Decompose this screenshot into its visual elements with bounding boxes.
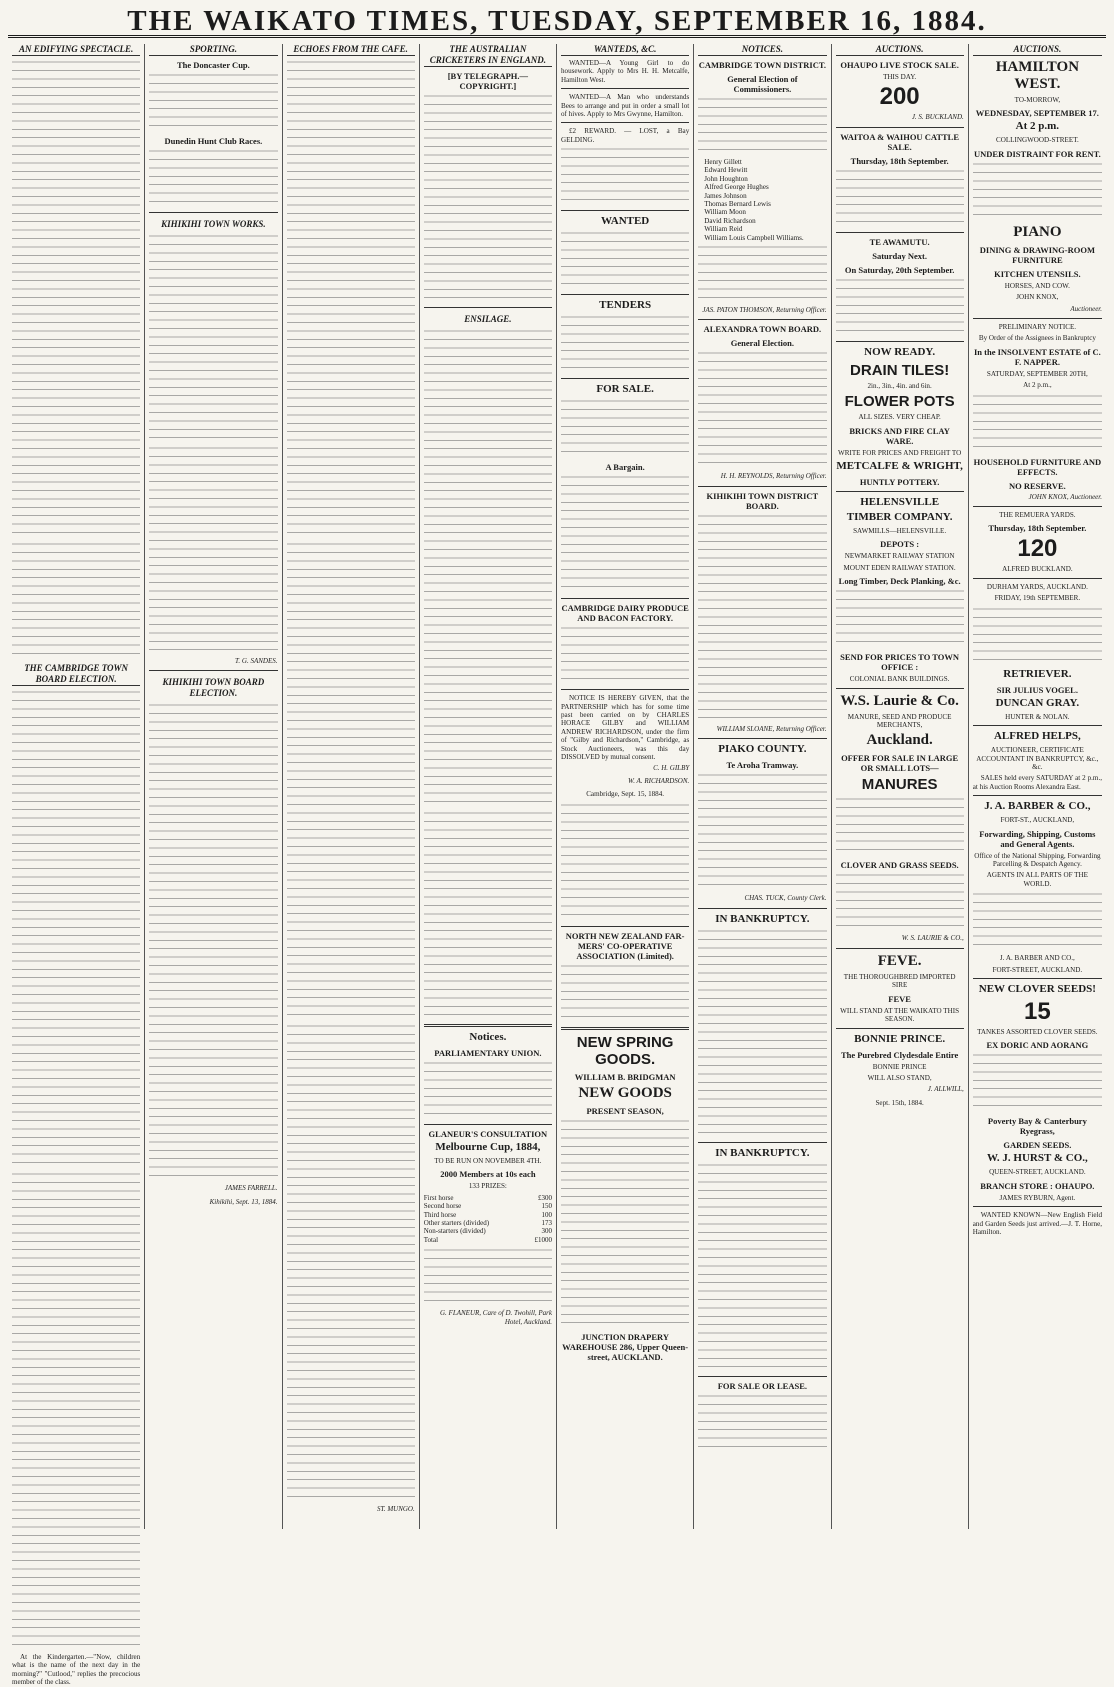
divider [836, 491, 964, 492]
article-body [287, 1023, 415, 1503]
ad-headline: TIMBER COMPANY. [846, 511, 953, 524]
list-item: William Moon [704, 208, 746, 217]
auction-detail: In the INSOLVENT ESTATE of C. F. NAPPER. [973, 346, 1101, 367]
divider [836, 341, 964, 342]
masthead [8, 4, 1106, 38]
classified-body [561, 802, 689, 922]
divider [561, 294, 689, 295]
signature: JAS. PATON THOMSON, Returning Officer. [702, 306, 827, 315]
divider [424, 307, 552, 308]
ad-name: HUNTLY POTTERY. [859, 477, 940, 488]
prize-value: 100 [541, 1210, 552, 1219]
ad-name: METCALFE & WRIGHT, [836, 460, 963, 473]
auction-item: HOUSEHOLD FURNITURE AND EFFECTS. [973, 456, 1102, 477]
event-date: TO BE RUN ON NOVEMBER 4TH. [434, 1157, 542, 1165]
ad-headline: J. A. BARBER & CO., [984, 800, 1091, 813]
column-4 [420, 44, 557, 1529]
divider [424, 1024, 552, 1027]
list-item: Henry Gillett [704, 158, 742, 166]
signature: Auctioneer. [1070, 304, 1102, 313]
divider [149, 670, 277, 671]
prize-table [424, 1194, 552, 1244]
divider [973, 578, 1102, 579]
auction-title: THE REMUERA YARDS. [999, 511, 1076, 520]
prize-label: Second horse [423, 1202, 462, 1211]
column-3 [283, 44, 420, 1529]
classified-body [561, 474, 689, 594]
divider [561, 88, 689, 89]
ad-detail: ALL SIZES. VERY CHEAP. [858, 413, 941, 422]
auction-date: FRIDAY, 19th SEPTEMBER. [994, 594, 1081, 603]
article-body [12, 59, 140, 539]
ad-detail: CLOVER AND GRASS SEEDS. [840, 860, 959, 871]
table-row [424, 1236, 552, 1244]
auction-body [973, 393, 1102, 453]
signature: WILLIAM SLOANE, Returning Officer. [716, 724, 827, 733]
auction-title: OHAUPO LIVE STOCK SALE. [840, 60, 959, 70]
divider [836, 1028, 964, 1029]
auction-body [836, 277, 964, 337]
notice-body [424, 1060, 552, 1120]
ad-detail: DEPOTS : [880, 539, 920, 550]
ad-headline: DRAIN TILES! [850, 361, 950, 379]
table-row [424, 1194, 552, 1202]
column-8 [969, 44, 1106, 1529]
prize-value: £1000 [534, 1235, 552, 1244]
article-heading: THE AUSTRALIAN CRICKETERS IN ENGLAND. [424, 44, 552, 67]
list-item: William Louis Campbell Williams. [704, 233, 804, 242]
signature: CHAS. TUCK, County Clerk. [744, 894, 827, 903]
article-body [149, 72, 277, 132]
ad-name: W. J. HURST & CO., [986, 1152, 1088, 1165]
notice-title: IN BANKRUPTCY. [715, 912, 810, 925]
ad-body [836, 588, 964, 648]
auction-date: WEDNESDAY, SEPTEMBER 17. [975, 108, 1099, 119]
notice-title: PARLIAMENTARY UNION. [434, 1048, 542, 1058]
divider [973, 795, 1102, 796]
classified-title: FOR SALE. [596, 383, 654, 396]
auction-day: THIS DAY. [883, 73, 917, 81]
prize-label: Other starters (divided) [423, 1219, 490, 1228]
list-item: Alfred George Hughes [704, 183, 769, 192]
auction-date: On Saturday, 20th September. [844, 264, 955, 275]
column-2 [145, 44, 282, 1529]
ad-headline: FLOWER POTS [844, 393, 955, 411]
candidate-list [698, 158, 826, 242]
article-body [424, 328, 552, 808]
notice-body [698, 244, 826, 304]
event-name: Melbourne Cup, 1884, [435, 1141, 541, 1153]
divider [836, 688, 964, 689]
divider [973, 506, 1102, 507]
divider [973, 725, 1102, 726]
section-heading: Notices. [469, 1031, 507, 1043]
auctioneer-name: HUNTER & NOLAN. [1005, 712, 1070, 721]
ad-detail: NEWMARKET RAILWAY STATION [844, 552, 955, 561]
classified-body [561, 314, 689, 374]
prize-value: £300 [538, 1193, 552, 1202]
auction-time: At 2 p.m., [1023, 381, 1052, 390]
article-heading: SPORTING. [149, 44, 277, 56]
classified-body [561, 963, 689, 1023]
auction-title: TE AWAMUTU. [869, 236, 930, 247]
ad-address: JUNCTION DRAPERY WAREHOUSE 286, Upper Queen-street, AUCKLAND. [562, 1331, 689, 1362]
ad-body [973, 1052, 1102, 1112]
sub-heading: [BY TELEGRAPH.—COPYRIGHT.] [447, 71, 529, 91]
classified-ad: WANTED—A Man who understands Bees to arrange and put in order a small lot of hives. Apply to Mrs Gwynne, Hamilton. [561, 93, 690, 119]
signature: W. S. LAURIE & CO., [901, 934, 964, 943]
classified-body [561, 1118, 689, 1328]
divider [561, 1027, 689, 1030]
auction-detail: NO RESERVE. [1008, 480, 1066, 491]
prize-value: 150 [541, 1202, 552, 1211]
ad-headline: NOW READY. [864, 345, 936, 358]
divider [836, 948, 964, 949]
divider [561, 598, 689, 599]
list-item: Edward Hewitt [704, 166, 748, 175]
ad-detail: COLONIAL BANK BUILDINGS. [849, 675, 950, 684]
auctioneer-name: ALFRED BUCKLAND. [1002, 565, 1073, 574]
article-body [287, 59, 415, 539]
dateline: Sept. 15th, 1884. [875, 1098, 924, 1107]
divider [973, 1206, 1102, 1207]
ad-headline: BRICKS AND FIRE CLAY WARE. [849, 425, 950, 446]
notice-text: NOTICE IS HEREBY GIVEN, that the PARTNERSHIP which has for some time past been carried on by CHARLES HORACE GILBY and WILLIAM ANDREW RICHARDSON, under the firm of "Gilby and Richardson," Cambridge, as Stock Auctioneers, was this day DISSOLVED by mutual consent. [561, 694, 690, 762]
dateline: Kihikihi, Sept. 13, 1884. [209, 1197, 278, 1206]
signature: J. ALLWILL, [927, 1085, 964, 1094]
divider [149, 212, 277, 213]
ad-detail: GARDEN SEEDS. [1003, 1140, 1072, 1151]
ad-detail: THE THOROUGHBRED IMPORTED SIRE [843, 972, 956, 990]
ad-name: WILLIAM B. BRIDGMAN [574, 1071, 676, 1082]
signature: ST. MUNGO. [376, 1505, 415, 1513]
prize-value: 300 [541, 1227, 552, 1236]
sub-heading: Dunedin Hunt Club Races. [164, 136, 263, 146]
article-body [149, 445, 277, 655]
ad-detail: Poverty Bay & Canterbury Ryegrass, [987, 1116, 1087, 1137]
section-heading: NOTICES. [698, 44, 826, 56]
ad-headline: FEVE. [877, 952, 922, 969]
ad-detail: The Purebred Clydesdale Entire [840, 1049, 959, 1060]
auction-date: Thursday, 18th September. [850, 155, 949, 166]
classified-body [561, 398, 689, 458]
newspaper-page [8, 4, 1106, 1687]
ad-detail: Forwarding, Shipping, Customs and General Agents. [979, 828, 1096, 849]
classified-ad: WANTED KNOWN—New English Field and Garden Seeds just arrived.—J. T. Horne, Hamilton. [972, 1211, 1102, 1236]
classified-body [561, 146, 689, 206]
auction-date: SATURDAY, SEPTEMBER 20TH, [986, 369, 1088, 378]
auction-time: At 2 p.m. [1015, 120, 1060, 133]
divider [561, 689, 689, 690]
divider [698, 486, 826, 487]
divider [561, 122, 689, 123]
signature: G. FLANEUR, Care of D. Twohill, Park Hotel, Auckland. [440, 1309, 552, 1326]
list-item: David Richardson [704, 216, 756, 225]
newspaper-title: THE WAIKATO TIMES, TUESDAY, SEPTEMBER 16, 1884. [127, 5, 987, 37]
classified-ad: WANTED—A Young Girl to do housework. Apply to Mrs H. H. Metcalfe, Hamilton West. [561, 59, 690, 84]
notice-subtitle: Te Aroha Tramway. [726, 760, 799, 771]
article-body [12, 689, 140, 1169]
ad-detail: AGENTS IN ALL PARTS OF THE WORLD. [986, 871, 1088, 888]
ad-detail: BRANCH STORE : OHAUPO. [980, 1180, 1095, 1191]
ad-detail: FEVE [888, 993, 911, 1004]
divider [561, 210, 689, 211]
divider [836, 232, 964, 233]
signature: W. A. RICHARDSON. [628, 776, 690, 785]
ad-detail: JAMES RYBURN, Agent. [999, 1193, 1076, 1202]
auction-item: SIR JULIUS VOGEL. [996, 684, 1078, 695]
column-6 [694, 44, 831, 1529]
prizes-heading: 133 PRIZES: [468, 1182, 507, 1191]
article-body [12, 541, 140, 661]
ad-detail: SALES held every SATURDAY at 2 p.m., at his Auction Rooms Alexandra East. [972, 774, 1102, 791]
ad-detail: EX DORIC AND AORANG [986, 1040, 1089, 1051]
ad-headline: ALFRED HELPS, [993, 730, 1081, 743]
divider [424, 1124, 552, 1125]
article-body [149, 148, 277, 208]
dateline: Cambridge, Sept. 15, 1884. [586, 790, 665, 799]
ad-detail: WRITE FOR PRICES AND FREIGHT TO [838, 448, 962, 457]
classified-title: NORTH NEW ZEALAND FAR-MERS' CO-OPERATIVE ASSOCIATION (Limited). [565, 930, 685, 961]
signature: JAMES FARRELL. [224, 1184, 278, 1193]
notice-body [698, 1393, 826, 1453]
auction-title: WAITOA & WAIHOU CATTLE SALE. [840, 131, 960, 152]
ad-detail: MOUNT EDEN RAILWAY STATION. [843, 563, 956, 572]
notice-title: CAMBRIDGE TOWN DISTRICT. [698, 60, 827, 70]
article-heading: AN EDIFYING SPECTACLE. [12, 44, 140, 56]
ad-detail: QUEEN-STREET, AUCKLAND. [989, 1168, 1086, 1177]
classified-title: A Bargain. [605, 462, 645, 473]
ad-body [973, 891, 1102, 951]
article-heading: THE CAMBRIDGE TOWN BOARD ELECTION. [12, 663, 140, 686]
divider [561, 926, 689, 927]
auctioneer-name: JOHN KNOX, [1016, 293, 1059, 302]
notice-body [698, 350, 826, 470]
ad-body [836, 796, 964, 856]
ad-detail: Office of the National Shipping, Forwarding Parcelling & Despatch Agency. [974, 851, 1101, 868]
ad-detail: J. A. BARBER AND CO., [999, 954, 1075, 963]
classified-title: WANTED [600, 215, 650, 228]
auction-title: UNDER DISTRAINT FOR RENT. [974, 148, 1101, 159]
list-item: John Houghton [704, 174, 748, 183]
list-item: William Reid [704, 225, 743, 234]
auction-item: KITCHEN UTENSILS. [994, 268, 1081, 279]
ad-headline: HAMILTON WEST. [995, 59, 1080, 92]
ad-detail: AUCTIONEER, CERTIFICATE ACCOUNTANT IN BANKRUPTCY, &c., &c. [976, 746, 1099, 771]
signature: J. S. BUCKLAND. [911, 113, 964, 122]
prize-value: 173 [541, 1219, 552, 1228]
ad-subtitle: PRESENT SEASON, [586, 1105, 664, 1116]
ad-detail: FORT-ST., AUCKLAND, [1000, 816, 1075, 825]
section-heading: WANTEDS, &C. [561, 44, 689, 56]
notice-title: FOR SALE OR LEASE. [717, 1380, 808, 1391]
auction-item: DUNCAN GRAY. [995, 696, 1080, 709]
auction-detail: By Order of the Assignees in Bankruptcy [978, 334, 1096, 343]
auction-body [973, 161, 1102, 221]
article-paragraph: At the Kindergarten.—"Now, children what is the name of the next day in the morning?" "Cutlood," replies the precocious member of the class. [12, 1653, 141, 1687]
ad-detail: SAWMILLS—HELENSVILLE. [853, 527, 947, 536]
classified-body [561, 230, 689, 290]
divider [973, 978, 1102, 979]
column-1 [8, 44, 145, 1687]
divider [698, 908, 826, 909]
article-heading: ECHOES FROM THE CAFE. [287, 44, 415, 56]
table-row [424, 1202, 552, 1210]
notice-title: KIHIKIHI TOWN DISTRICT BOARD. [706, 490, 819, 511]
prize-label: Total [423, 1235, 439, 1244]
signature: T. G. SANDES. [235, 657, 278, 665]
notice-body [424, 1247, 552, 1307]
article-body [424, 810, 552, 1020]
divider [973, 318, 1102, 319]
notice-subtitle: General Election of Commissioners. [727, 74, 798, 94]
auction-count: 120 [1017, 535, 1058, 563]
notice-title: ALEXANDRA TOWN BOARD. [703, 324, 822, 335]
table-row [424, 1219, 552, 1227]
article-heading: ENSILAGE. [464, 314, 512, 324]
auction-place: COLLINGWOOD-STREET. [995, 136, 1079, 145]
ad-detail: SEND FOR PRICES TO TOWN OFFICE : [840, 652, 960, 673]
classified-body [561, 625, 689, 685]
ad-headline: W.S. Laurie & Co. [840, 692, 959, 709]
signature: H. H. REYNOLDS, Returning Officer. [720, 472, 827, 481]
ad-detail: FORT-STREET, AUCKLAND. [992, 965, 1083, 974]
auction-item: DINING & DRAWING-ROOM FURNITURE [979, 244, 1095, 265]
list-item: James Johnson [704, 191, 747, 200]
notice-title: GLANEUR'S CONSULTATION [428, 1129, 548, 1139]
notice-subtitle: General Election. [730, 338, 794, 349]
auction-title: DURHAM YARDS, AUCKLAND. [986, 582, 1088, 591]
article-heading: KIHIKIHI TOWN BOARD ELECTION. [162, 677, 265, 699]
article-body [287, 541, 415, 1021]
notice-body [698, 1162, 826, 1372]
notice-body [698, 772, 826, 892]
ad-detail: WILL ALSO STAND, [867, 1073, 932, 1082]
notice-title: PIAKO COUNTY. [718, 743, 807, 756]
prize-label: First horse [423, 1193, 454, 1202]
ad-detail: Long Timber, Deck Planking, &c. [838, 576, 961, 587]
column-5 [557, 44, 694, 1529]
section-heading: AUCTIONS. [973, 44, 1102, 56]
classified-ad: £2 REWARD. — LOST, a Bay GELDING. [561, 127, 690, 144]
ad-detail: 2in., 3in., 4in. and 6in. [867, 381, 932, 390]
divider [698, 319, 826, 320]
divider [561, 378, 689, 379]
ad-detail: BONNIE PRINCE [872, 1062, 927, 1071]
ad-headline: NEW CLOVER SEEDS! [978, 982, 1096, 995]
ad-count: 15 [1024, 997, 1051, 1025]
auction-item: HORSES, AND COW. [1004, 281, 1070, 290]
auction-date: Thursday, 18th September. [988, 523, 1087, 534]
columns [8, 44, 1106, 1687]
signature: JOHN KNOX, Auctioneer. [1028, 492, 1102, 501]
divider [836, 127, 964, 128]
ad-detail: OFFER FOR SALE IN LARGE OR SMALL LOTS— [841, 753, 959, 774]
table-row [424, 1227, 552, 1235]
ad-headline: HELENSVILLE [860, 496, 940, 509]
ad-headline: NEW GOODS [578, 1084, 672, 1101]
divider [698, 738, 826, 739]
ad-detail: MANURE, SEED AND PRODUCE MERCHANTS, [847, 712, 952, 730]
auction-item: RETRIEVER. [1003, 667, 1072, 680]
signature: C. H. GILBY [653, 763, 690, 772]
notice-body [698, 928, 826, 1138]
auction-date: TO-MORROW, [1014, 96, 1061, 104]
prize-label: Non-starters (divided) [423, 1227, 486, 1236]
article-body [424, 93, 552, 303]
section-heading: AUCTIONS. [836, 44, 964, 56]
article-body [149, 233, 277, 443]
column-7 [832, 44, 969, 1529]
auction-date: Saturday Next. [872, 250, 928, 261]
ad-headline: Auckland. [866, 732, 933, 749]
ad-headline: NEW SPRING GOODS. [576, 1033, 674, 1068]
list-item: Thomas Bernard Lewis [704, 200, 771, 209]
table-row [424, 1211, 552, 1219]
ad-detail: WILL STAND AT THE WAIKATO THIS SEASON. [840, 1006, 960, 1024]
auction-count: 200 [879, 83, 920, 111]
ad-headline: MANURES [861, 776, 938, 794]
divider [698, 1376, 826, 1377]
article-body [149, 702, 277, 1182]
auction-item: PIANO [1013, 223, 1062, 240]
divider [698, 1142, 826, 1143]
notice-body [698, 96, 826, 156]
article-heading: KIHIKIHI TOWN WORKS. [161, 219, 266, 229]
auction-body [836, 168, 964, 228]
sub-heading: The Doncaster Cup. [176, 60, 250, 70]
ad-headline: BONNIE PRINCE. [854, 1032, 946, 1045]
ad-body [836, 872, 964, 932]
members-line: 2000 Members at 10s each [440, 1169, 536, 1180]
classified-title: CAMBRIDGE DAIRY PRODUCE AND BACON FACTORY. [561, 603, 689, 624]
classified-title: TENDERS [599, 299, 652, 312]
prize-label: Third horse [423, 1210, 457, 1219]
ad-detail: TANKES ASSORTED CLOVER SEEDS. [977, 1027, 1098, 1036]
auction-title: PRELIMINARY NOTICE. [998, 323, 1077, 332]
article-body [12, 1171, 140, 1651]
notice-body [698, 513, 826, 723]
auction-body [973, 606, 1102, 666]
notice-title: IN BANKRUPTCY. [715, 1146, 810, 1159]
